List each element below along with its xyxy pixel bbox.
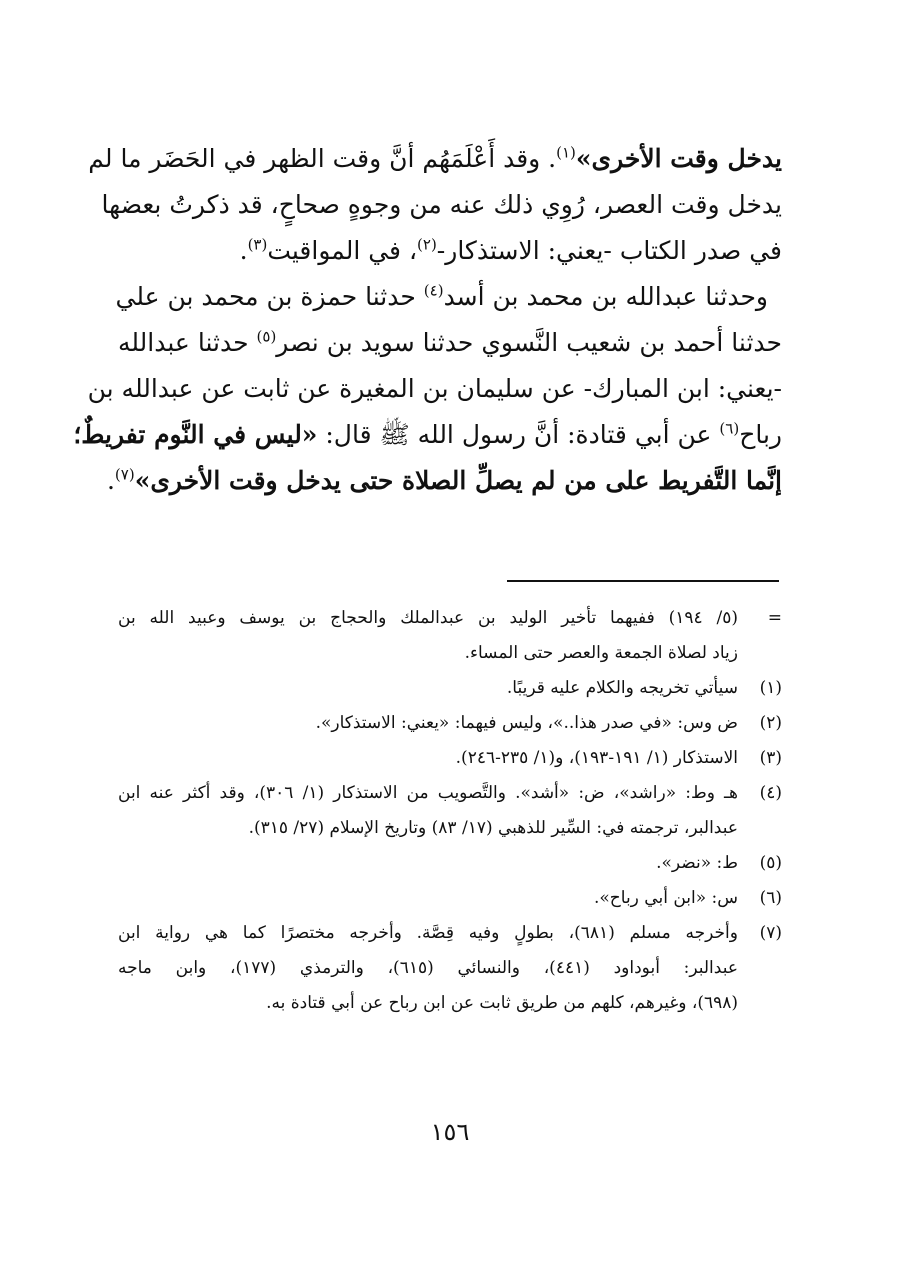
footnote-text: هـ وط: «راشد»، ض: «أشد». والتَّصويب من الاستذكار (١/ ٣٠٦)، وقد أكثر عنه ابن — [118, 783, 739, 803]
footnote-marker-6[interactable]: (٦) — [719, 419, 740, 438]
footnote-line: (٦٩٨)، وغيرهم، كلهم من طريق ثابت عن ابن رباح عن أبي قتادة به. — [266, 993, 738, 1013]
continuation-mark: = — [767, 608, 782, 628]
main-line-3 — [118, 228, 782, 274]
main-text-span: وحدثنا عبدالله بن محمد بن أسد — [443, 282, 768, 311]
main-text-span: حدثنا أحمد بن شعيب النَّسوي حدثنا سويد بن نصر — [276, 328, 782, 357]
main-text-span: . وقد أَعْلَمَهُم أنَّ وقت الظهر في الحَضَر ما لم — [88, 144, 557, 173]
footnote-continuation — [118, 601, 782, 671]
footnote-number: (٧) — [759, 923, 782, 943]
footnote-7 — [118, 916, 782, 1021]
footnote-marker-7[interactable]: (٧) — [114, 465, 135, 484]
footnote-separator — [507, 580, 779, 582]
main-text-span: رباح — [739, 420, 782, 449]
footnote-2 — [118, 706, 782, 741]
footnote-marker-5[interactable]: (٥) — [256, 327, 277, 346]
main-text — [73, 136, 782, 504]
footnote-number: (٦) — [759, 888, 782, 908]
footnote-number: (٥) — [759, 853, 782, 873]
footnote-text: ض وس: «في صدر هذا..»، وليس فيهما: «يعني: الاستذكار». — [315, 713, 738, 733]
main-line-1 — [88, 136, 782, 182]
footnote-line: زياد لصلاة الجمعة والعصر حتى المساء. — [464, 643, 738, 663]
footnote-line — [118, 846, 782, 881]
footnote-line — [118, 916, 782, 951]
footnote-number: (١) — [759, 678, 782, 698]
main-line-6: -يعني: ابن المبارك- عن سليمان بن المغيرة عن ثابت عن عبدالله بن — [87, 374, 782, 403]
footnote-marker-2[interactable]: (٢) — [417, 235, 437, 254]
main-text-span: . — [106, 466, 115, 495]
main-text-span: حدثنا عبدالله — [118, 328, 257, 357]
hadith-text-start: «ليس في النَّوم تفريطٌ؛ — [73, 420, 318, 449]
main-text-span: حدثنا حمزة بن محمد بن علي — [115, 282, 424, 311]
footnote-line: عبدالبر: أبوداود (٤٤١)، والنسائي (٦١٥)، والترمذي (١٧٧)، وابن ماجه — [118, 958, 738, 978]
footnote-text: ط: «نضر». — [656, 853, 738, 873]
footnote-number: (٣) — [759, 748, 782, 768]
footnote-line — [118, 881, 782, 916]
main-line-2: يدخل وقت العصر، رُوِي ذلك عنه من وجوهٍ صحاحٍ، قد ذكرتُ بعضها — [101, 190, 782, 219]
main-text-span: . — [239, 236, 248, 265]
footnote-line — [118, 741, 782, 776]
footnote-4 — [118, 776, 782, 846]
main-line-5 — [118, 320, 782, 366]
footnote-marker-3[interactable]: (٣) — [247, 235, 268, 254]
main-text-span: ، في المواقيت — [267, 236, 418, 265]
main-line-7 — [73, 412, 782, 458]
footnote-line: عبدالبر، ترجمته في: السِّير للذهبي (١٧/ ٨٣) وتاريخ الإسلام (٢٧/ ٣١٥). — [248, 818, 738, 838]
footnote-5 — [118, 846, 782, 881]
main-text-span: في صدر الكتاب -يعني: الاستذكار- — [436, 236, 782, 265]
footnote-6 — [118, 881, 782, 916]
hadith-text: إنَّما التَّفريط على من لم يصلِّ الصلاة حتى يدخل وقت الأخرى» — [134, 466, 782, 495]
footnote-text: سيأتي تخريجه والكلام عليه قريبًا. — [506, 678, 738, 698]
footnote-text: س: «ابن أبي رباح». — [593, 888, 738, 908]
footnote-1 — [118, 671, 782, 706]
footnote-3 — [118, 741, 782, 776]
hadith-text-end: يدخل وقت الأخرى» — [575, 144, 782, 173]
footnote-marker-4[interactable]: (٤) — [423, 281, 444, 300]
footnote-line — [118, 601, 782, 636]
footnote-line — [118, 671, 782, 706]
footnote-text: الاستذكار (١/ ١٩١-١٩٣)، و(١/ ٢٣٥-٢٤٦). — [455, 748, 738, 768]
main-line-8 — [106, 458, 782, 504]
footnote-line — [118, 706, 782, 741]
footnotes — [118, 601, 782, 1021]
footnote-number: (٢) — [759, 713, 782, 733]
footnote-text: وأخرجه مسلم (٦٨١)، بطولٍ وفيه قِصَّة. وأخرجه مختصرًا كما هي رواية ابن — [118, 923, 738, 943]
main-line-4 — [115, 274, 782, 320]
footnote-number: (٤) — [759, 783, 783, 803]
footnote-marker-1[interactable]: (١) — [556, 143, 576, 162]
main-text-span: عن أبي قتادة: أنَّ رسول الله ﷺ قال: — [317, 420, 720, 449]
page-number: ١٥٦ — [430, 1118, 470, 1146]
footnote-text: (٥/ ١٩٤) ففيهما تأخير الوليد بن عبدالملك والحجاج بن يوسف وعبيد الله بن — [118, 608, 738, 628]
footnote-line — [118, 776, 782, 811]
